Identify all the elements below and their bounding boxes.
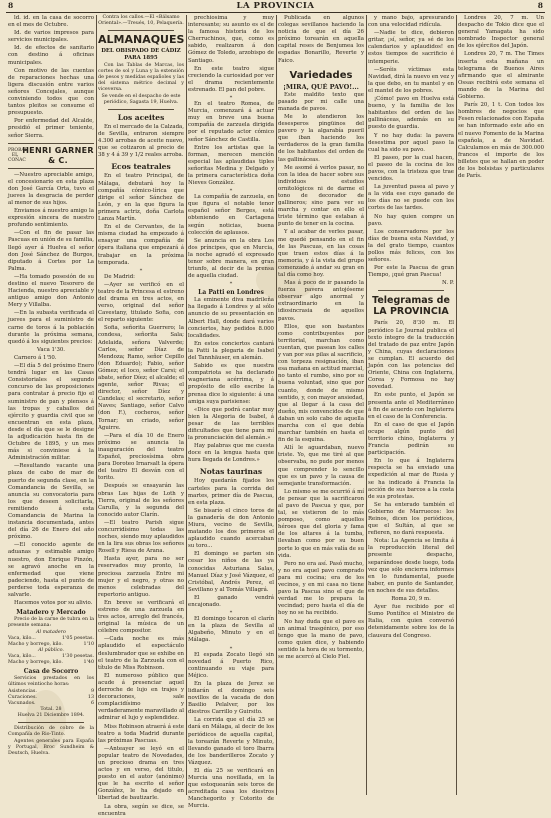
paragraph: —El día 5 del próximo Enero tendrá lugar en las Casas Consistoriales el segundo concurso de las proposiciones para contratar á precio fijo el suministro de pan y piensos á las tropas y caballos del ejército y guardia civil que se encuentran en esta plaza, desde el día que se le designe la adjudicación hasta fin de Octubre de 1895, y un mes más si conviniese á la Administración militar.: [8, 363, 94, 462]
paragraph: Distribución de cobro de la Compañía de Rio-Tinto.: [8, 726, 94, 738]
paragraph: En breve se verificará el estreno de una zarzuela en tres actos, arreglo del francés, original la música de un célebre compositor.: [98, 599, 184, 635]
paragraph: Se ha enterado también el Gobierno de Marruecos: los Reinos, dicen los periódicos, que el Sultán, al que se refieren, no dará respuesta.: [368, 501, 454, 537]
paragraph: Este maldito texto que pasado por mi calle una manada de pavos.: [278, 91, 364, 112]
column-rule: [276, 15, 277, 795]
stat-row: Vacunados. 6: [8, 701, 94, 707]
paragraph: Pero no era así. Pasó mucho, y no era aquel pavo comprado para mi cocina; era de los vecinos, y en mi casa no tiene pavo la Pascua sino el que de verdad me lo prepara la vecindad; pero hasta el día de hoy no se ha recibido.: [278, 560, 364, 617]
paragraph: Con motivo de las cuentas de reparaciones hechas una ligera discusión entre varios señores Concejales, aunque conviniendo todos que con tantos pleitos se consume el presupuesto.: [8, 67, 94, 117]
column-rule: [456, 15, 457, 795]
author-signature: N. P.: [441, 280, 454, 287]
asterism: *: [229, 188, 233, 195]
paragraph: Vaca 1'30.: [36, 346, 66, 353]
paragraph: Sabido es que nuestra compatriota se ha declarado wagneriana acérrima, y á propósito de ello escribe la prensa dice lo siguiente: á una amiga suya parisiense:: [188, 363, 274, 405]
dateline: Huelva 21 Diciembre 1894.: [17, 713, 85, 719]
paragraph: La corrida que el día 25 se dará en Málaga, al decir de los periódicos de aquella capital, la torearán Reverte y Minuto, llevando ganado el toro Ibarra de los banderilleros Zocato y Vázquez.: [188, 717, 274, 766]
paragraph: El domingo tocaron el clarín en la plaza de Sevilla al Algabeño, Minuto y en el Málaga.: [188, 616, 274, 644]
paragraph: Servicios prestados en los últimos veintiocho horas:: [8, 676, 94, 688]
paragraph: El paseo, por la cual hacen, el paseo de la cocina de los pavos, con la tristeza que trae vencidos.: [368, 154, 454, 183]
divider: [108, 109, 174, 110]
advertisement-cognac: [8, 143, 94, 169]
total-row: Total. 28: [40, 707, 62, 713]
column-6: [458, 15, 544, 795]
paragraph: Me asomé á verlos pasar, no con la idea de hacer sobre sus individuos estudios ornitológicos ni de darme el tono de decorador de gallineros; sino para ver su marcha y contar en ello el triste término que estaban á punto de tener en la cocina.: [278, 164, 364, 228]
paragraph: —En la subasta verificada el jueves para el suministro de carne de toros á la población durante la próxima semana, quedó á los siguientes precios:: [8, 310, 94, 345]
paragraph: Nota: La Agencia se limita á la reproducción literal del presente despacho, separándose desde luego, toda vez que sólo encierra informes en lo fundamental, puede haber, en punto de Santander, en noches de sus detalles.: [368, 538, 454, 594]
subheading: Al público.: [38, 648, 64, 654]
paragraph: Con las Tablas de Marcas, los cortes de sol y Luna y la extensión de pesos y medidas españoles y las del sistema métrico decimal y viceversa.: [98, 63, 184, 92]
heading-mira-que-pavo: ¡MIRA, QUÉ PAVO!...: [283, 82, 359, 91]
paragraph: Miss Robinson atraerá á este teatro a toda Madrid durante las próximas Pascuas.: [98, 723, 184, 744]
paragraph: —Resultando vacante una plaza de cabo de mar de puerto de segunda clase, en la Comandancia de Sevilla, se anuncia su convocatoria para los que deseen solicitarla, remitiendo á esta Comandancia de Marina la instancia documentada, antes del día 26 de Enero del año próximo.: [8, 463, 94, 541]
column-rule: [366, 15, 367, 795]
paragraph: Se vende en el despacho de este periódico, Sagasta 19, Huelva.: [101, 94, 181, 105]
paragraph: —Ayer se verificó en el teatro de la Princesa el estreno del drama en tres actos, en verso, original del señor Cavestany, titulado Sofia, con el reparto siguiente:: [98, 281, 184, 324]
paragraph: Ellos, que son bastantes como contribuyentes por territorial, marchan como cuentan, que pasean los calles y van por sus pilas al sacrificio, con torpeza resignación, iban esa mañana en actitud marcial, no tanto el rumbo, sino por su buena voluntad, sino que por cuanto, donde de mismo sentido, y, con mayor ansiedad, que al llegar á la casa del dueño, mis convencidos de que daban un solo cabo de aquella marcha con el que debía marchar también en hasta el fin de la esquina.: [278, 323, 364, 444]
column-2: [98, 15, 185, 817]
column-rule: [186, 15, 187, 795]
paragraph: Precio de la carne de tubra en la presente semana:: [8, 617, 94, 629]
paragraph: París 20, 1 t. Con todos los hombres de negocios que Fesen relacionados con España se han informado este año en el nuevo Fomento de la Marina española, a de Navidad. Calculamos en más de 300.000 francos el importe de los billetes que se hallan en poder de los bolsistas y particulares de París.: [458, 102, 544, 180]
paragraph: ¡Cómo! pavo en Huelva está bueno, y la familia de los habitantes del orden de las gallináceas, además en su puesto de guardia.: [368, 96, 454, 131]
paragraph: «Dice que podrá cantar muy bien la Alegoria de Isabel, á pesar de las terribles dificultades que tiene para mí la pronunciación del alemán.»: [188, 406, 274, 442]
stat-row: Curaciones. 13: [8, 695, 94, 701]
heading-notas-taurinas: Notas taurinas: [199, 467, 263, 477]
subheading: Al matadero: [36, 630, 66, 636]
paragraph: —Con el fin de pasar las Pascuas en unión de su familia, llegó ayer á Huelva el señor don José Sánchez de Burgos, diputado á Cortes por La Palma.: [8, 230, 94, 272]
paragraph: La juventud pasea al pavo y a la vida ese cuyo ganado de los días no se puede con los cortes de las tardes.: [368, 184, 454, 212]
paragraph: Hasta ayer, para no ser reservados muy pronto, la preciosa zarzuela Entre mi mujer y el negro, y otras no menos celebradas del repertorio antiguo.: [98, 556, 184, 598]
paragraph: —Cada noche es más aplaudido el espectáculo deslumbrador que se exhibe en el teatro de la Zarzuela con el título de Miss Robinson.: [98, 636, 184, 671]
paragraph: Londres 20, 7 m. Un despacho de Tokio dice que el general Yamagata ha sido nombrado Inspector general de los ejércitos del Japón.: [458, 15, 544, 50]
paper-stain: [256, 260, 316, 300]
paragraph: Entre los artistas que la forman, merecen mención especial las aplaudidas tiples señoritas Medina y Delgado y la primera característica doña Nieves González.: [188, 144, 274, 187]
paragraph: Después se ensayarán las obras Las hijas de Loth y Tierra, original de los señores Carulla, y la segunda del conocido autor Clarín.: [98, 483, 184, 518]
price-row: Macho y borrego, kilo. 1'40: [8, 660, 94, 666]
paragraph: Id. de efectos de sanitario con destino á oficinas municipales.: [8, 45, 94, 66]
paragraph: Me lo atendieron los desesperos pingüinos del pavero y la algarabía pueril que iban haciendo los verdaderos de la gran familia de los habitantes del orden de las gallináceas.: [278, 113, 364, 163]
paragraph: Y no hay duda: la pavera desestima por aquel paso la cual ha sido su pavo.: [368, 132, 454, 153]
newspaper-page: [6, 0, 545, 817]
paragraph: Los conservadores por los días de buena esta Navidad, y la del grato tiempo, cuantos pollos más felices, con los señores.: [368, 228, 454, 264]
paragraph: En lo que á Inglaterra respecta se ha enviado una expedición al mar de Rusia y se ha indicado á Francia la acción de sus barcos a la costa de sus protestas.: [368, 458, 454, 500]
paragraph: Hacemos votos por su alivio.: [14, 600, 93, 607]
paragraph: En el mercado de la Calzada, de Sevilla, entraron siempre 4.300 arrobas de aceite nuevo, que se cotizaron al precio de 38 y 4 á 39 y 1/2 reales arroba.: [98, 124, 184, 159]
heading-almanaques: ALMANAQUES: [98, 33, 185, 46]
paragraph: —Para el día 10 de Enero próximo se anuncia la inauguración del teatro Español, preciosísima obra para Doroteo Irnarsalt la ópera del teatro El desván con el torito.: [98, 432, 184, 482]
asterism: *: [229, 95, 233, 102]
column-4: [278, 15, 364, 795]
paragraph: Se bisarío el cinco toros de la ganadería de don Antonio Miura, vecino de Sevilla, matando los dos primeros el aplaudido cuando acercaban su toro...: [188, 507, 274, 550]
divider: [378, 290, 444, 291]
paragraph: No hay quien compre un pavo.: [368, 213, 454, 227]
paragraph: —Seréis víctimas esta Navidad, dirá la nuevo en vez y la que debo, en tu mantel y en el mantel de los pobres.: [368, 66, 454, 94]
paragraph: En la plaza de Jerez se lidiarán el domingo seis novillos de la vacada de don Basilio Pelalver, por los diestros Carrillo y Guirsito.: [188, 680, 274, 716]
paragraph: Por este la Pascua de gran Tiempo, ¡qué gran Pascua!: [368, 265, 454, 279]
column-5: [368, 15, 454, 795]
dateline: Roma 20, 9 m.: [391, 596, 431, 603]
paragraph: —Anteayer se leyó en el popular teatro de Novedades, un precioso drama en tres actos y en verso, del titulo, puesto en el autor (anónimo) que le ha escrito el señor González, le ha dejado en libertad de bautizarle.: [98, 745, 184, 802]
paragraph: En este teatro sigue creciendo la curiosidad por ver el drama recientemente estrenado. El pan del pobre.: [188, 65, 274, 93]
paragraph: Publicada en algunos colegas sevillanos haciendo la noticia de que el día 26 próximo torearán en aquella capital reses de Benjumea los espadas Bonarillo, Reverte y Faico.: [278, 15, 364, 64]
paragraph: Carnero á 1'50.: [14, 354, 57, 361]
paragraph: En el teatro Principal, de Málaga, debutará hoy la compañía cómico-lírica que dirige el señor Sánchez de León, y en la que figura la primera actriz, doña Carlota Lanza Martín.: [98, 173, 184, 223]
asterism: *: [229, 645, 233, 652]
column-1: [8, 15, 94, 795]
section-heading-socorro: Casa de Socorro: [23, 668, 79, 676]
paragraph: No hay duda que el pavo es un animal trasgénico, por eso tengo que la mano de pavo, como quien dice, y habiendo sentido la hora de su tormento, se me acercó al Cielo Fiel.: [278, 618, 364, 660]
page-number-right: 8: [537, 1, 543, 10]
paragraph: —El teatro Parish sigue concurridísimo todas las noches, siendo muy aplaudidos en la lira sus obras los señores Rosell y Riesa de Arana.: [98, 519, 184, 555]
paragraph: Mas á poco de ir pasando la fuerza pavera antojóseme observar algo anormal y extraordinario en la idiosincrasia de aquellos pavos.: [278, 280, 364, 322]
paragraph: y mano bajo, apresurando con una velocidad ridícula.: [368, 15, 454, 29]
subheading-almanaques: DEL OBISPADO DE CÁDIZ PARA 1895: [101, 48, 181, 61]
ad-brand-name: HENRI GARNER & C.: [22, 145, 94, 165]
heading-ecos-teatrales: Ecos teatrales: [111, 162, 171, 172]
ad-side-text: PROBAR EL COÑAC: [8, 148, 29, 164]
paragraph: En este punto, el Japón se presenta ante el Mediterráneo á fin de acuerdo con Inglaterra en el caso de la Conferencia.: [368, 392, 454, 420]
paragraph: En estos conciertos cantará la Patti la plegaria de Isabel del Tannhäuser, en alemán.: [188, 340, 274, 362]
paragraph: El ganado vendrá encajonado.: [188, 594, 274, 609]
section-heading-matadero: Matadero y Mercado: [16, 609, 86, 617]
page-number-left: 8: [8, 1, 14, 10]
heading-patti: La Patti en Londres: [198, 289, 264, 297]
paragraph: La eminente diva madrileña ha llegado á Londres y al sólo anuncio de su presentación en Albert Hall, donde dará varios conciertos, hay pedidos 8.000 localidades.: [188, 297, 274, 339]
paragraph: prechiosima y muy interesante; su asunto es el de la famosa historia de los Cherruchinos, que, como es sabido, realizaron á don Gómez de Toledo, arzobispo de Santiago.: [188, 15, 274, 64]
page-header: [6, 0, 545, 13]
column-3: [188, 15, 274, 810]
paragraph: Enviamos á nuestro amigo la expresión sincera de nuestro profundo sentimiento.: [8, 208, 94, 229]
paragraph: El numeroso público que acude á presenciar aquel derroche de lujo en trajes y decoraciones, sale complacidísimo y verdaderamente maravillado al admirar el lujo y esplendidez.: [98, 672, 184, 722]
paragraph: En el de Cervantes, de la misma ciudad ha empezado á ensayar una compañía de ópera italiana que empezará á trabajar en la próxima temporada.: [98, 224, 184, 266]
paragraph: El día 25 se verificará en Murcia una novillada, en la que estoquearán seis toros de acreditada casa los diestros Manchegorito y Cotorito de Murcia.: [188, 768, 274, 810]
paper-stain: [26, 690, 66, 750]
heading-variedades: Variedades: [289, 69, 353, 81]
asterism: *: [229, 610, 233, 617]
price-row: Macho y borrego, kilo. 1'10: [8, 642, 94, 648]
stat-row: Asistencias. 9: [8, 689, 94, 695]
newspaper-masthead: LA PROVINCIA: [236, 1, 315, 11]
paragraph: De Madrid:: [104, 273, 135, 280]
paragraph: Lo mismo se me ocurrió á mí de pensar que la sacrificaron al pavo de Pascua y que, por tal, se vistieron de lo más pomposo, como aquellos héroes que del gloria y fama de los altares á la tumba, llevaban como por su buen porte lo que en más valía de su vida.: [278, 488, 364, 559]
paragraph: Hay palabras que me cuesta doce en la lengua hasta que hura llegada de Londres.»: [188, 443, 274, 464]
paragraph: —Nadie te dice, debieron gritar, ¡sí, señor, ya sé de los calendarios y aplaudidos! en estos tiempos de sacrificio é intemperie.: [368, 30, 454, 65]
heading-aceites: Los aceites: [117, 113, 165, 122]
paragraph: ld. id. en la casa de socorro en el mes de Octubre.: [8, 15, 94, 29]
asterism: *: [139, 267, 143, 274]
paragraph: Agentes generales para España y Portugal, Broc Sundheim & Deutsch, Huelva.: [8, 739, 94, 757]
paragraph: Allí le aguardaban, nuevo triste. Yo, que me tiré al que observaba, no pude por menos que comprender lo sencillo que es un pavo y la causa de semejante transformación.: [278, 445, 364, 487]
paragraph: París 20, 8'30 m. El periódico Le Journal publica el texto íntegro de la traducción del tratado de paz entre Japón y China, cuyas declaraciones se cumplan. El acuerdo del Japón con las potencias del Oriente, China con Inglaterra, Corea y Formosa no hay novedad.: [368, 320, 454, 391]
paragraph: El espada Zocato llegó sin novedad á Puerto Rico, continuando su viaje para Méjico.: [188, 651, 274, 679]
paragraph: —El conocido agente de aduanas y estimable amigo nuestro, don Enrique Pinzón, se agravó anoche en la enfermedad que viene padeciendo, hasta el punto de perderse toda esperanza de salvarle.: [8, 542, 94, 599]
price-row: Vaca, kilo... 1'05 pesetas.: [8, 636, 94, 642]
heading-telegramas: Telegramas de LA PROVINCIA: [372, 295, 450, 318]
paragraph: Sofia, señorita Guerrero; la condesa, señorita Sala; Adelaida, señora Valverde; Carlos, señor Díaz de Mendoza; Ramo, señor Cepillo (don Eduardo); Fabio, señor Gómez; el loco, señor Carsi; el abate, señor Díez; el alcalde; el agente, señor Rivas; el director, señor Díez y Candelas; el secretario, señor Naves; Santiago, señor Calvo (don F.), cocheros, señor Tornar; un criado, señor Aguirre.: [98, 325, 184, 431]
paragraph: Por enfermedad del Alcalde, presidió el primer teniente, señor Sierra.: [8, 118, 94, 139]
paragraph: El domingo se parten sin cesar los niños de las ya conocidas Asturiana Salas, Manuel Díaz y José Vázquez, el Cristóbal, Andrés Perez, el Sevillano y al Tomás Villagrá.: [188, 551, 274, 593]
paragraph: En el caso de que el Japón ocupe algún punto del territorio chino, Inglaterra y Francia pedirán su participación.: [368, 421, 454, 457]
paragraph: En el teatro Romea, de Murcia, comenzará á actuar muy en breve una buena compañía de zarzuela dirigida por el reputado actor cómico señor Sánchez de Castilla.: [188, 101, 274, 143]
price-row: Vaca, kilo... 1'30 pesetas.: [8, 654, 94, 660]
paragraph: Id. de varios impresos para servicios municipales.: [8, 30, 94, 44]
paragraph: Se anuncia en la obra Los dos príncipes, que en Murcia, la noche agradó el expresado tenor sobre manera, en gran triunfo, al decir de la prensa de aquella ciudad.: [188, 237, 274, 280]
paragraph: Y al acabar de verles pasar, me quedé pensando en el fin de las Pascuas, en las cosas que traen estos días á la memoria, y á la vista del grupo comenzado á andar su gran en tal día como hoy.: [278, 229, 364, 278]
paragraph: —Ha tomado posesión de su destino el nuevo Tesorero de Hacienda, nuestro apreciable y antiguo amigo don Antonio Mery y Villalba.: [8, 273, 94, 309]
paragraph: Hoy quedarán fijados los carteles para la corrida del martes, primer día de Pascua, en esta plaza.: [188, 478, 274, 506]
paragraph: La compañía de zarzuela, en que figura el notable tenor español señor Berges, está obteniendo en Cartagena según noticias, buena colección de aplausos.: [188, 194, 274, 236]
column-rule: [96, 15, 97, 795]
divider: [108, 30, 174, 31]
asterism: *: [229, 281, 233, 288]
paragraph: —Nuestro apreciable amigo, el concesionario en esta plaza don José García Orta, tuvo el jueves la desgracia de perder al menor de sus hijos.: [8, 171, 94, 206]
columns: [6, 15, 545, 817]
paragraph: Contra los callos.—El «Bálsamo Oriental».—Treués, 10, Pelaquería.: [98, 15, 184, 26]
paragraph: Londres 20, 7 m. The Times inserta esta mañana un telegrama de Buenos Aires afirmando que el almirante Ossas recibirá este semana el mando de la Marina del Gobierno.: [458, 51, 544, 101]
paragraph: Ayer fue recibido por el Sumo Pontífice el Ministro de Italia, con quien conversó detenidamente sobre los de la clausura del Congreso.: [368, 604, 454, 639]
paragraph: La obra, según se dice, se encuentra: [98, 803, 184, 817]
